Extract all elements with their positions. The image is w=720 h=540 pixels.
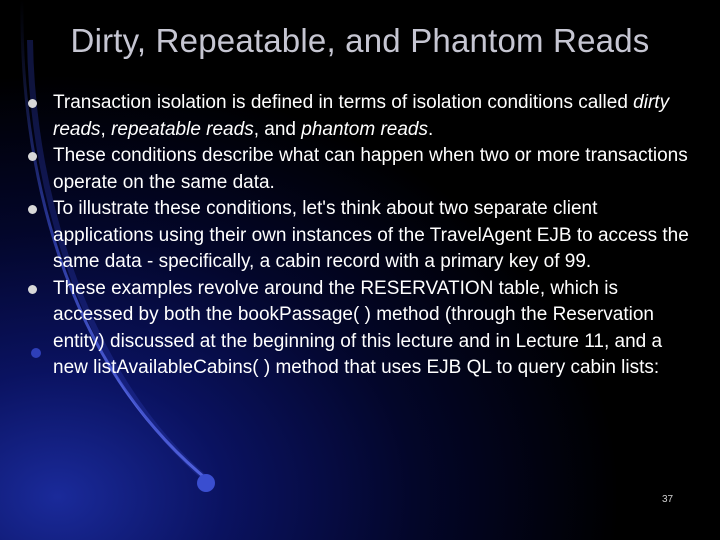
bullet-dot-icon xyxy=(28,99,37,108)
bullet-text: To illustrate these conditions, let's think about two separate client applications using their own instances of the TravelAgent EJB to access the same data - specifically, a cabin record with a primary key of 99. xyxy=(53,198,689,272)
bullet-text: , and xyxy=(253,118,302,140)
bullet-item xyxy=(28,196,698,276)
bullet-item xyxy=(28,276,698,382)
swoosh-dot-large xyxy=(197,474,215,492)
slide-title: Dirty, Repeatable, and Phantom Reads xyxy=(70,22,650,59)
bullet-list xyxy=(28,90,698,382)
emphasis-term: repeatable reads xyxy=(111,118,254,140)
bullet-dot-icon xyxy=(28,285,37,294)
bullet-text: Transaction isolation is defined in terms of isolation conditions called xyxy=(53,92,634,113)
bullet-item xyxy=(28,143,698,196)
emphasis-term: dirty reads xyxy=(53,92,670,140)
bullet-item xyxy=(28,90,698,143)
page-number: 37 xyxy=(662,494,674,505)
emphasis-term: phantom reads xyxy=(301,118,428,140)
bullet-dot-icon xyxy=(28,152,37,161)
bullet-text: These conditions describe what can happen when two or more transactions operate on the same data. xyxy=(53,145,688,193)
bullet-text: , xyxy=(100,118,112,140)
bullet-text: These examples revolve around the RESERVATION table, which is accessed by both the bookPassage( ) method (through the Reservation entity) discussed at the beginning of this lecture and in Lecture 11, and a new listAvailableCabins( ) method that uses EJB QL to query cabin lists: xyxy=(53,277,663,378)
bullet-dot-icon xyxy=(28,205,37,214)
bullet-text: . xyxy=(428,118,434,140)
